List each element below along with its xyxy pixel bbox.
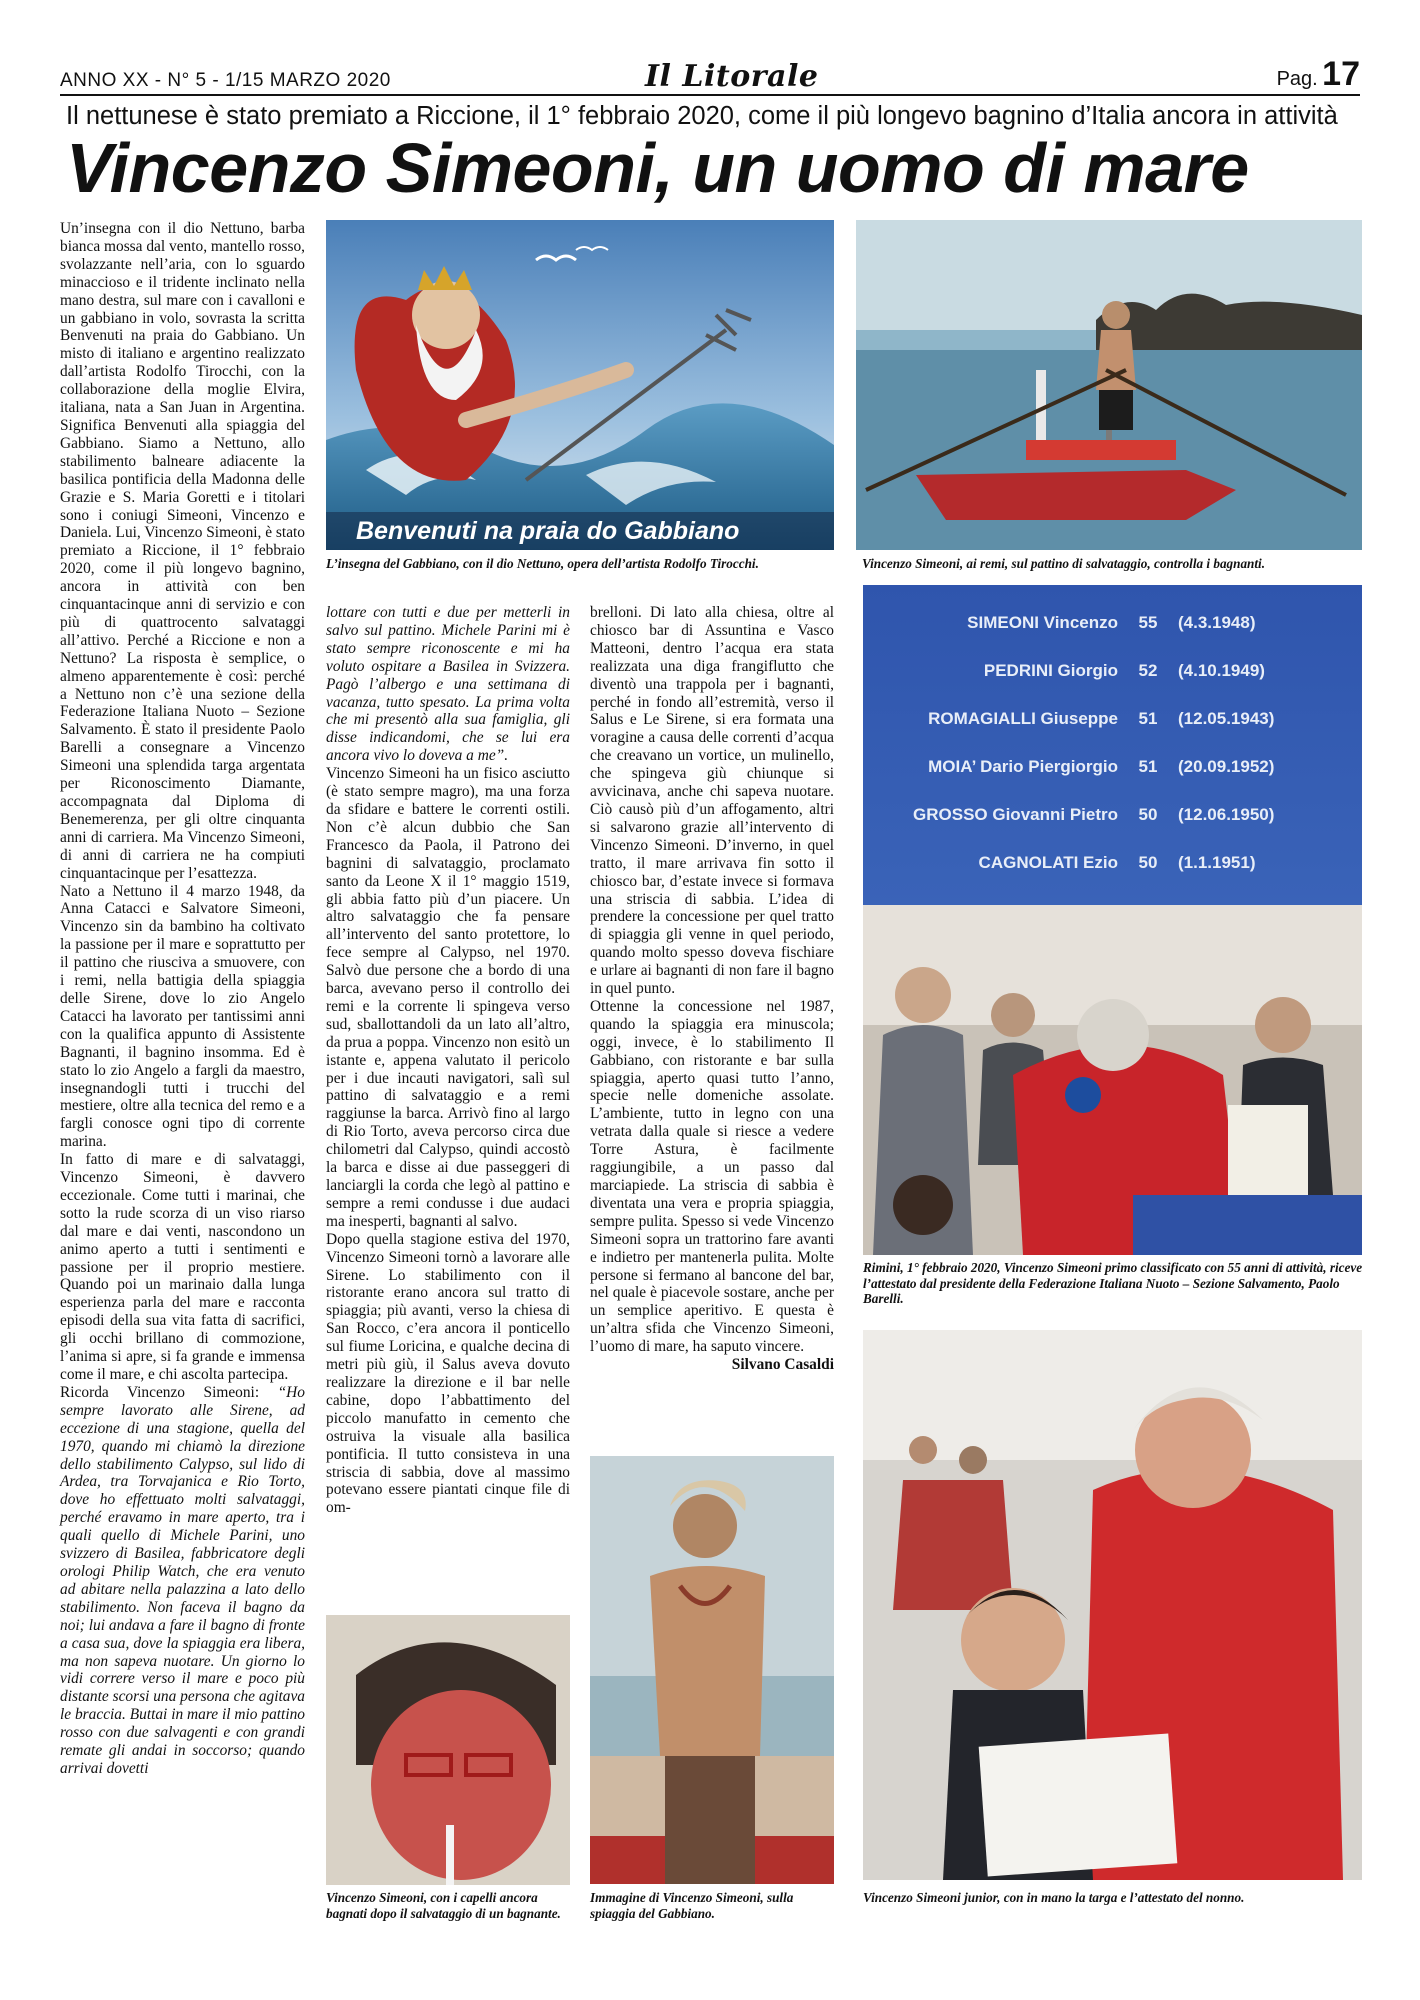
ranking-name: ROMAGIALLI Giuseppe — [928, 709, 1118, 728]
ranking-screen-photo — [863, 585, 1362, 905]
ranking-name: MOIA’ Dario Piergiorgio — [928, 757, 1118, 776]
paragraph: Un’insegna con il dio Nettuno, barba bianca mossa dal vento, mantello rosso, svolazzante nell’aria, con lo sguardo minaccioso e il tridente inclinato nella mano destra, sul mare con i cavalloni e un gabbiano in volo, sovrasta la scritta Benvenuti na praia do Gabbiano. Un misto di italiano e argentino realizzato dall’artista Rodolfo Tirocchi, con la collaborazione della moglie Elvira, italiana, nata a San Juan in Argentina. Significa Benvenuti alla spiaggia del Gabbiano. Siamo a Nettuno, allo stabilimento balneare adiacente la basilica pontificia della Madonna delle Grazie e S. Maria Goretti e i titolari sono i coniugi Simeoni, Vincenzo e Daniela. Lui, Vincenzo Simeoni, è stato premiato a Riccione, il 1° febbraio 2020, come il più longevo bagnino, ancora in attività con ben cinquantacinque anni di servizio e con più di quattrocento salvataggi all’attivo. Perché a Riccione e non a Nettuno? La risposta è semplice, o almeno apparentemente è così: perché a Nettuno non c’è una sezione della Federazione Italiana Nuoto – Sezione Salvamento. È stato il presidente Paolo Barelli a consegnare a Vincenzo Simeoni una splendida targa argentata per Riconoscimento Diamante, accompagnata dal Diploma di Benemerenza, per gli oltre cinquanta anni di carriera. Ma Vincenzo Simeoni, di anni di carriera ne ha compiuti cinquantacinque per l’esattezza. — [60, 220, 305, 882]
ranking-years: 51 — [1138, 709, 1158, 728]
ranking-date: (4.3.1948) — [1178, 613, 1256, 632]
caption-rowing: Vincenzo Simeoni, ai remi, sul pattino di salvataggio, controlla i bagnanti. — [862, 556, 1266, 571]
ranking-years: 51 — [1138, 757, 1158, 776]
article-subtitle: Il nettunese è stato premiato a Riccione, il 1° febbraio 2020, come il più longevo bagnino d’Italia ancora in attività — [66, 102, 1338, 130]
caption-wet-hair: Vincenzo Simeoni, con i capelli ancora bagnati dopo il salvataggio di un bagnante. — [326, 1890, 561, 1921]
ranking-date: (4.10.1949) — [1178, 661, 1265, 680]
quote: “Ho sempre lavorato alle Sirene, ad eccezione di una stagione, quella del 1970, quando mi chiamò la direzione dello stabilimento Calypso, sul lido di Ardea, tra Torvajanica e Rio Torto, dove ho effettuato molti salvataggi, perché eravamo in mare aperto, tra i quali quello di Michele Parini, uno svizzero di Basilea, fabbricatore degli orologi Philip Watch, che era venuto ad abitare nella palazzina a lato dello stabilimento. Non faceva il bagno da noi; lui andava a fare il bagno di fronte a casa sua, dove la spiaggia era libera, ma non sapeva nuotare. Un giorno lo vidi correre verso il mare e poco più distante scorsi una persona che agitava le braccia. Buttai in mare il mio pattino rosso con due salvagenti e con grandi remate gli andai in soccorso; quando arrivai dovetti — [60, 1383, 305, 1777]
ranking-date: (1.1.1951) — [1178, 853, 1256, 872]
author: Silvano Casaldi — [731, 1356, 834, 1374]
page-number: 17 — [1322, 55, 1360, 93]
ranking-row — [908, 647, 1358, 695]
issue-info: ANNO XX - N° 5 - 1/15 MARZO 2020 — [60, 70, 391, 91]
sign-text: Benvenuti na praia do Gabbiano — [356, 517, 740, 545]
ranking-name: GROSSO Giovanni Pietro — [913, 805, 1118, 824]
text-column-1 — [60, 220, 305, 1778]
paragraph: Nato a Nettuno il 4 marzo 1948, da Anna Catacci e Salvatore Simeoni, Vincenzo sin da bambino ha coltivato la passione per il mare e soprattutto per il pattino che riusciva a smuovere, con i remi, nella battigia della spiaggia delle Sirene, dove lo zio Angelo Catacci ha lavorato per tantissimi anni con la qualifica appunto di Assistente Bagnanti, il bagnino insomma. Ed è stato lo zio Angelo a fargli da maestro, insegnandogli tutti i trucchi del mestiere, oltre alla tecnica del remo e a fargli conosce ogni tipo di corrente marina. — [60, 882, 305, 1151]
ranking-list — [908, 599, 1358, 887]
ranking-name: SIMEONI Vincenzo — [967, 613, 1118, 632]
ranking-years: 50 — [1138, 853, 1158, 872]
caption-beach: Immagine di Vincenzo Simeoni, sulla spiaggia del Gabbiano. — [590, 1890, 794, 1921]
ranking-years: 52 — [1138, 661, 1158, 680]
ranking-date: (12.06.1950) — [1178, 805, 1275, 824]
ranking-row — [908, 743, 1358, 791]
neptune-sign-photo — [326, 220, 834, 550]
article-headline: Vincenzo Simeoni, un uomo di mare — [66, 129, 1249, 207]
ranking-name: PEDRINI Giorgio — [983, 661, 1118, 680]
wet-hair-photo — [326, 1615, 570, 1885]
ranking-row — [908, 599, 1358, 647]
masthead: Il Litorale — [645, 59, 819, 94]
caption-neptune: L’insegna del Gabbiano, con il dio Nettuno, opera dell’artista Rodolfo Tirocchi. — [326, 556, 759, 571]
quote-continued: lottare con tutti e due per metterli in salvo sul pattino. Michele Parini mi è stato sempre riconoscente e mi ha voluto ospitare a Basilea in Svizzera. Pagò l’albergo e una settimana di vacanza, tutto spesato. La prima volta che mi presentò alla sua famiglia, gli disse indicandomi, che se lui era ancora vivo lo doveva a me”. — [326, 604, 570, 765]
paragraph: Ottenne la concessione nel 1987, quando la spiaggia era minuscola; oggi, invece, è lo stabilimento Il Gabbiano, con ristorante e bar sulla spiaggia, aperto quasi tutto l’anno, specie nelle domeniche assolate. L’ambiente, tutto in legno con una vetrata dalla quale si riesce a vedere Torre Astura, è facilmente raggiungibile, a un passo dal marciapiede. La striscia di sabbia è diventata una vera e propria spiaggia, sempre pulita. Spesso si vede Vincenzo Simeoni sopra un trattorino fare avanti e indietro per mantenerla pulita. Molte persone si fermano al bancone del bar, nel quale è piacevole sostare, anche per un semplice aperitivo. E questa è un’altra sfida che Vincenzo Simeoni, l’uomo di mare, ha saputo vincere. — [590, 997, 834, 1356]
paragraph: In fatto di mare e di salvataggi, Vincenzo Simeoni, è davvero eccezionale. Come tutti i marinai, che sotto la rude scorza di un viso riarso dal mare e dai venti, nascondono un animo aperto a tutti i sentimenti e passione per il proprio mestiere. Quando poi un marinaio dalla lunga esperienza parla del mare e racconta episodi della sua vita fatta di sacrifici, gli occhi brillano di commozione, l’anima si apre, si fa grande e immensa come il mare, e chi ascolta partecipa. — [60, 1151, 305, 1383]
ranking-name: CAGNOLATI Ezio — [978, 853, 1118, 872]
caption-award: Rimini, 1° febbraio 2020, Vincenzo Simeoni primo classificato con 55 anni di attività, riceve l’attestato dal presidente della Federazione Italiana Nuoto – Sezione Salvamento, Paolo Barelli. — [863, 1260, 1363, 1306]
beach-photo — [590, 1456, 834, 1884]
page-number-block — [1277, 55, 1360, 94]
page-header — [60, 56, 1360, 96]
caption-junior: Vincenzo Simeoni junior, con in mano la targa e l’attestato del nonno. — [863, 1890, 1245, 1905]
ranking-row — [908, 839, 1358, 887]
ranking-years: 50 — [1138, 805, 1158, 824]
paragraph — [60, 1384, 305, 1778]
page-label: Pag. — [1276, 68, 1318, 90]
award-ceremony-photo — [863, 905, 1362, 1255]
rowing-photo — [856, 220, 1362, 550]
quote-lead: Ricorda Vincenzo Simeoni: — [60, 1383, 278, 1401]
ranking-date: (20.09.1952) — [1178, 757, 1275, 776]
ranking-row — [908, 695, 1358, 743]
paragraph: brelloni. Di lato alla chiesa, oltre al chiosco bar di Assuntina e Vasco Matteoni, dentro l’acqua era stata realizzata una diga frangiflutto che diventò una trappola per i bagnanti, perché in fondo all’estremità, verso il Salus e Le Sirene, si era formata una voragine a causa delle correnti d’acqua che creavano un vortice, un mulinello, che spingeva giù chiunque si avvicinava, anche chi sapeva nuotare. Ciò causò più d’un affogamento, altri si salvarono grazie all’intervento di Vincenzo Simeoni. D’inverno, in quel tratto, il mare arrivava fin sotto il chiosco bar, d’estate invece si formava una striscia di sabbia. L’idea di prendere la concessione per quel tratto di spiaggia gli venne in quel periodo, quando molto spesso doveva fischiare e urlare ai bagnanti di non fare il bagno in quel punto. — [590, 604, 834, 998]
ranking-row — [908, 791, 1358, 839]
ranking-years: 55 — [1138, 613, 1158, 632]
paragraph: Vincenzo Simeoni ha un fisico asciutto (è stato sempre magro), ma una forza da sfidare e battere le correnti ostili. Non c’è alcun dubbio che San Francesco da Paola, il Patrono dei bagnini di salvataggio, proclamato santo da Leone X il 1° maggio 1519, gli abbia fatto più d’un piacere. Un altro salvataggio che fa pensare all’intervento del santo protettore, lo fece sempre al Calypso, nel 1970. Salvò due persone che a bordo di una barca, avevano perso il controllo dei remi e la corrente li spingeva verso sud, sballottandoli da un lato all’altro, da prua a poppa. Vincenzo non esitò un istante e, appena valutato il pericolo per i due incauti navigatori, salì sul pattino di salvataggio e a remi raggiunse la barca. Arrivò fino al largo di Rio Torto, aveva percorso circa due chilometri dal Calypso, quindi accostò la barca e disse ai due passeggeri di lanciargli la corda che legò al pattino e sempre a remi condusse i due audaci ma inesperti, bagnanti al salvo. — [326, 765, 570, 1230]
paragraph: Dopo quella stagione estiva del 1970, Vincenzo Simeoni tornò a lavorare alle Sirene. Lo stabilimento con il ristorante erano ancora sul tratto di spiaggia; più avanti, verso la chiesa di San Rocco, c’era ancora il ponticello sul fiume Loricina, e qualche decina di metri più giù, il Salus aveva dovuto realizzare la direzione e il bar nelle cabine, dopo l’abbattimento del piccolo manufatto in cemento che ostruiva la visuale alla basilica pontificia. Il tutto consisteva in una striscia di sabbia, dove al massimo potevano essere piantati cinque file di om- — [326, 1230, 570, 1517]
text-column-3 — [590, 604, 834, 1374]
junior-photo — [863, 1330, 1362, 1880]
ranking-date: (12.05.1943) — [1178, 709, 1275, 728]
text-column-2 — [326, 604, 570, 1517]
